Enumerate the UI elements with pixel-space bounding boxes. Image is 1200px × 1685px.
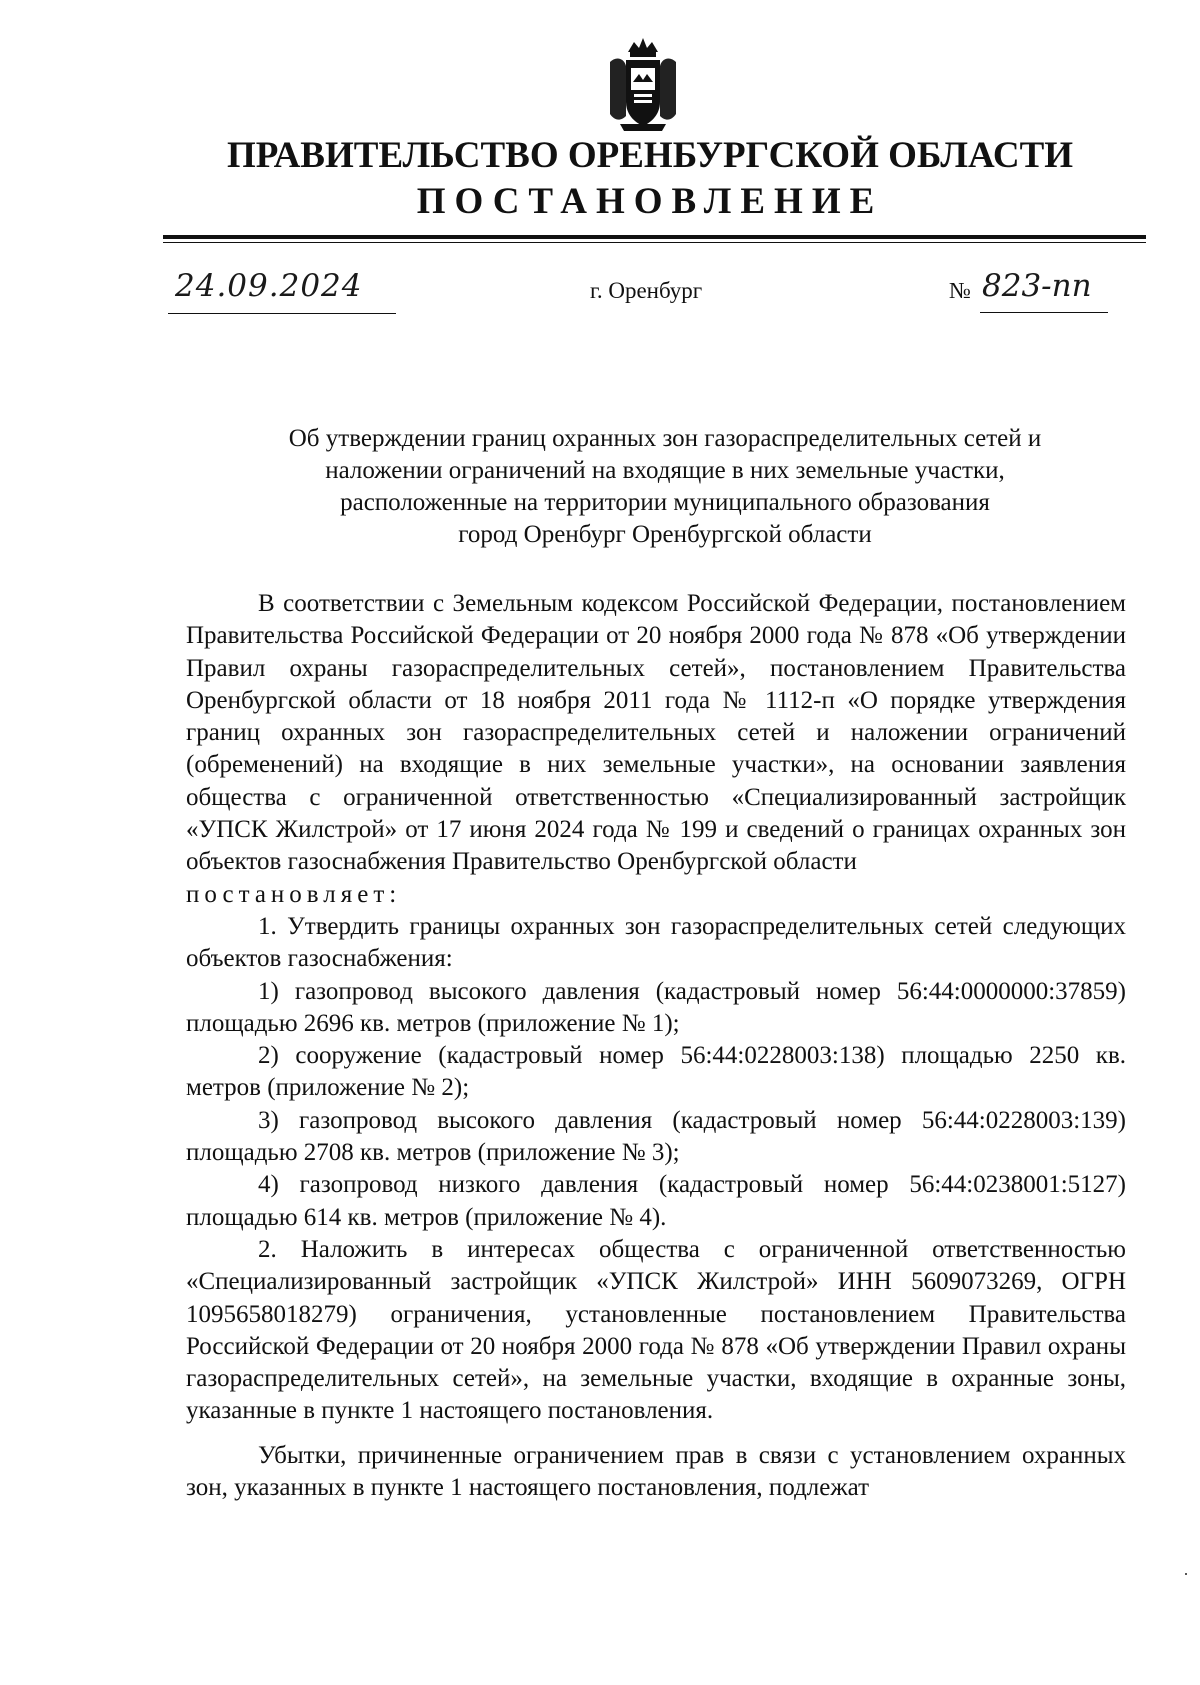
- clause-1: 1. Утвердить границы охранных зон газораспределительных сетей следующих объектов газоснабжения:: [186, 912, 1126, 973]
- document-subject: [185, 423, 1145, 551]
- subject-line: наложении ограничений на входящие в них земельные участки,: [325, 457, 1005, 484]
- clause-1-subitem-3: 3) газопровод высокого давления (кадастровый номер 56:44:0228003:139) площадью 2708 кв. метров (приложение № 3);: [186, 1106, 1126, 1167]
- coat-of-arms-icon: [606, 36, 680, 132]
- document-body: [186, 588, 1126, 1504]
- clause-2: 2. Наложить в интересах общества с ограниченной ответственностью «Специализированный застройщик «УПСК Жилстрой» ИНН 5609073269, ОГРН 1095658018279) ограничения, установленные постановлением Правительства Российской Федерации от 20 ноября 2000 года № 878 «Об утверждении Правил охраны газораспределительных сетей», на земельные участки, входящие в охранные зоны, указанные в пункте 1 настоящего постановления.: [186, 1235, 1126, 1425]
- header-divider-thick: [163, 235, 1146, 239]
- handwritten-date: 24.09.2024: [175, 268, 363, 304]
- losses-paragraph: Убытки, причиненные ограничением прав в связи с установлением охранных зон, указанных в пункте 1 настоящего постановления, подлежат: [186, 1441, 1126, 1502]
- number-underline: [980, 312, 1108, 313]
- clause-1-subitem-1: 1) газопровод высокого давления (кадастровый номер 56:44:0000000:37859) площадью 2696 кв. метров (приложение № 1);: [186, 977, 1126, 1037]
- document-kind-title: ПОСТАНОВЛЕНИЕ: [416, 181, 884, 222]
- scan-speck: [1185, 1573, 1187, 1575]
- date-underline: [168, 313, 396, 314]
- handwritten-number: 823-пп: [982, 268, 1092, 304]
- subject-line: город Оренбург Оренбургской области: [458, 521, 872, 548]
- city-label: г. Оренбург: [590, 278, 703, 303]
- number-label: №: [949, 278, 971, 303]
- preamble-paragraph: В соответствии с Земельным кодексом Российской Федерации, постановлением Правительства Российской Федерации от 20 ноября 2000 года № 878 «Об утверждении Правил охраны газораспределительных сетей», постановлением Правительства Оренбургской области от 18 ноября 2011 года № 1112-п «О порядке утверждения границ охранных зон газораспределительных сетей и наложении ограничений (обременений) на входящие в них земельные участки», на основании заявления общества с ограниченной ответственностью «Специализированный застройщик «УПСК Жилстрой» от 17 июня 2024 года № 199 и сведений о границах охранных зон объектов газоснабжения Правительство Оренбургской области: [186, 590, 1126, 876]
- resolves-word: постановляет:: [186, 880, 402, 908]
- clause-1-subitem-2: 2) сооружение (кадастровый номер 56:44:0228003:138) площадью 2250 кв. метров (приложение № 2);: [186, 1042, 1126, 1102]
- subject-line: расположенные на территории муниципального образования: [340, 489, 990, 516]
- subject-line: Об утверждении границ охранных зон газораспределительных сетей и: [288, 425, 1042, 452]
- government-title: ПРАВИТЕЛЬСТВО ОРЕНБУРГСКОЙ ОБЛАСТИ: [226, 135, 1074, 176]
- clause-1-subitem-4: 4) газопровод низкого давления (кадастровый номер 56:44:0238001:5127) площадью 614 кв. метров (приложение № 4).: [186, 1171, 1126, 1231]
- header-divider-thin: [163, 242, 1146, 243]
